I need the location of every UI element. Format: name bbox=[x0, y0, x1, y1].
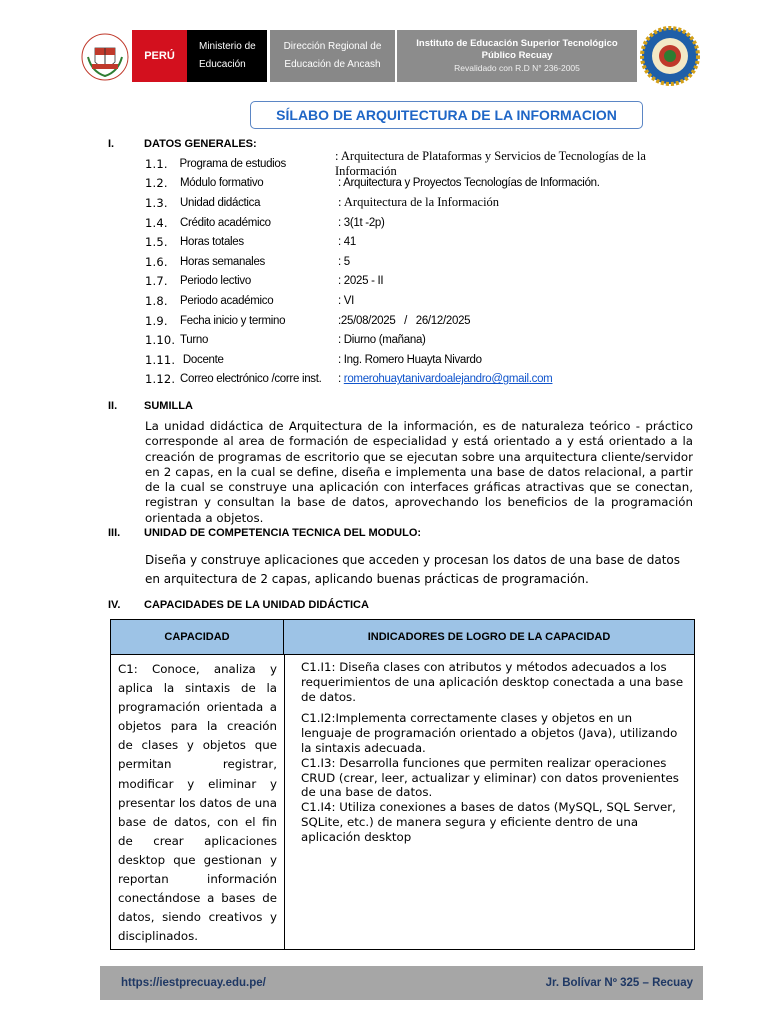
item-key: Fecha inicio y termino bbox=[180, 314, 286, 327]
item-key: Docente bbox=[180, 353, 224, 366]
dre-line-2: Educación de Ancash bbox=[284, 59, 381, 70]
section-number: III. bbox=[108, 527, 121, 539]
column-header-capacity: CAPACIDAD bbox=[111, 620, 284, 654]
list-item bbox=[145, 330, 705, 350]
item-key: Periodo lectivo bbox=[180, 275, 251, 288]
institute-label bbox=[397, 30, 637, 82]
item-number: 1.11. bbox=[145, 352, 176, 367]
item-number: 1.5. bbox=[145, 235, 168, 250]
ministry-label bbox=[187, 30, 267, 82]
capacity-cell: C1: Conoce, analiza y aplica la sintaxis de la programación orientada a objetos para la creación de clases y objetos que permitan registrar, modificar y eliminar y presentar los datos de una base de datos, con el fin de crear aplicaciones desktop que gestionan y reportan información conectándose a bases de datos, siendo creativos y disciplinados. bbox=[118, 662, 277, 944]
item-value: :25/08/2025 / 26/12/2025 bbox=[338, 314, 471, 327]
peru-coat-of-arms-icon bbox=[80, 32, 130, 82]
document-footer bbox=[100, 966, 703, 1000]
item-key: Horas totales bbox=[180, 236, 244, 249]
list-item bbox=[145, 291, 705, 311]
section-number: II. bbox=[108, 400, 118, 412]
item-number: 1.6. bbox=[145, 254, 168, 269]
indicator-item: C1.I2:Implementa correctamente clases y objetos en un lenguaje de programación orientado a objetos (Java), utilizando la sintaxis adecuada. bbox=[301, 711, 678, 755]
item-value: : Ing. Romero Huayta Nivardo bbox=[338, 353, 482, 366]
list-item bbox=[145, 232, 705, 252]
institute-logo-icon bbox=[640, 26, 700, 86]
section-capacities-heading bbox=[108, 599, 369, 611]
section-general-data-heading bbox=[108, 138, 257, 150]
email-link[interactable]: romerohuaytanivardoalejandro@gmail.com bbox=[343, 373, 553, 386]
institute-line-2: Público Recuay bbox=[481, 50, 553, 61]
indicator-item: C1.I3: Desarrolla funciones que permiten realizar operaciones CRUD (crear, leer, actualizar y eliminar) con datos provenientes de una base de datos. bbox=[301, 755, 679, 800]
list-item bbox=[145, 311, 705, 331]
column-header-indicators: INDICADORES DE LOGRO DE LA CAPACIDAD bbox=[367, 631, 611, 643]
item-value: : 5 bbox=[338, 255, 350, 268]
item-number: 1.3. bbox=[145, 195, 168, 210]
item-value: : 41 bbox=[338, 236, 356, 249]
item-number: 1.4. bbox=[145, 215, 168, 230]
competence-paragraph: Diseña y construye aplicaciones que acceden y procesan los datos de una base de datos en arquitectura de 2 capas, aplicando buenas prácticas de programación. bbox=[145, 553, 681, 586]
list-item bbox=[145, 252, 705, 272]
item-value: : Arquitectura de la Información bbox=[338, 195, 500, 210]
footer-address: Jr. Bolívar Nº 325 – Recuay bbox=[545, 977, 693, 989]
column-divider bbox=[284, 655, 285, 950]
footer-url-link[interactable]: https://iestprecuay.edu.pe/ bbox=[121, 977, 266, 989]
item-number: 1.12. bbox=[145, 372, 176, 387]
institute-line-3: Revalidado con R.D N° 236-2005 bbox=[454, 63, 580, 73]
section-sumilla-heading bbox=[108, 400, 193, 412]
item-key: Unidad didáctica bbox=[180, 196, 261, 209]
item-key: Horas semanales bbox=[180, 255, 265, 268]
item-number: 1.10. bbox=[145, 333, 176, 348]
indicators-cell bbox=[301, 660, 686, 845]
value-prefix: : bbox=[338, 373, 344, 386]
dre-line-1: Dirección Regional de bbox=[283, 41, 382, 52]
ministry-line-2: Educación bbox=[199, 59, 246, 70]
list-item bbox=[145, 148, 705, 178]
item-key: Crédito académico bbox=[180, 216, 271, 229]
institute-line-1: Instituto de Educación Superior Tecnológico bbox=[416, 38, 618, 49]
peru-label: PERÚ bbox=[132, 30, 187, 82]
item-value: : 2025 - II bbox=[338, 275, 384, 288]
list-item bbox=[145, 350, 705, 370]
ministry-line-1: Ministerio de bbox=[199, 41, 256, 52]
section-title: CAPACIDADES DE LA UNIDAD DIDÁCTICA bbox=[144, 599, 369, 611]
capacities-table bbox=[110, 619, 695, 950]
section-title: SUMILLA bbox=[144, 400, 193, 412]
item-number: 1.7. bbox=[145, 274, 168, 289]
item-value: : Arquitectura y Proyectos Tecnologías de Información. bbox=[338, 177, 600, 190]
section-title: UNIDAD DE COMPETENCIA TECNICA DEL MODULO: bbox=[144, 527, 422, 539]
item-key: Periodo académico bbox=[180, 294, 274, 307]
item-number: 1.2. bbox=[145, 176, 168, 191]
item-number: 1.8. bbox=[145, 293, 168, 308]
item-number: 1.9. bbox=[145, 313, 168, 328]
section-title: DATOS GENERALES: bbox=[144, 138, 257, 150]
document-header bbox=[80, 30, 702, 82]
item-number: 1.1. bbox=[145, 156, 168, 171]
list-item bbox=[145, 272, 705, 292]
indicator-item: C1.I4: Utiliza conexiones a bases de datos (MySQL, SQL Server, SQLite, etc.) de manera segura y eficiente dentro de una aplicación desktop bbox=[301, 800, 676, 844]
item-key: Módulo formativo bbox=[180, 177, 264, 190]
sumilla-paragraph: La unidad didáctica de Arquitectura de la información, es de naturaleza teórico - práctico corresponde al area de formación de especialidad y está orientado a y está orientado a la creación de programas de escritorio que se ejecutan sobre una arquitectura cliente/servidor en 2 capas, en la cual se define, diseña e implementa una base de datos relacional, a partir de la cual se construye una aplicación con interfaces gráficas atractivas que se conectan, registran y consultan la base de datos, aprovechando los beneficios de la programación orientada a objetos. bbox=[145, 419, 693, 525]
item-value: : Diurno (mañana) bbox=[338, 334, 426, 347]
item-key: Correo electrónico /corre inst. bbox=[180, 373, 322, 386]
section-number: I. bbox=[108, 138, 115, 150]
list-item bbox=[145, 213, 705, 233]
section-number: IV. bbox=[108, 599, 121, 611]
item-value bbox=[338, 373, 552, 385]
list-item bbox=[145, 370, 705, 390]
syllabus-title: SÍLABO DE ARQUITECTURA DE LA INFORMACION bbox=[250, 101, 643, 129]
item-value: : 3(1t -2p) bbox=[338, 216, 385, 229]
table-header-row bbox=[111, 620, 694, 655]
item-value: : VI bbox=[338, 294, 355, 307]
item-key: Turno bbox=[180, 334, 209, 347]
general-data-list bbox=[145, 148, 705, 389]
item-value: : Arquitectura de Plataformas y Servicios de Tecnologías de la Información bbox=[334, 148, 646, 178]
item-key: Programa de estudios bbox=[179, 157, 286, 170]
list-item bbox=[145, 193, 705, 213]
section-competence-heading bbox=[108, 527, 421, 539]
indicator-item: C1.I1: Diseña clases con atributos y métodos adecuados a los requerimientos de una aplicación desktop conectada a una base de datos. bbox=[301, 660, 684, 704]
regional-directorate-label bbox=[270, 30, 395, 82]
